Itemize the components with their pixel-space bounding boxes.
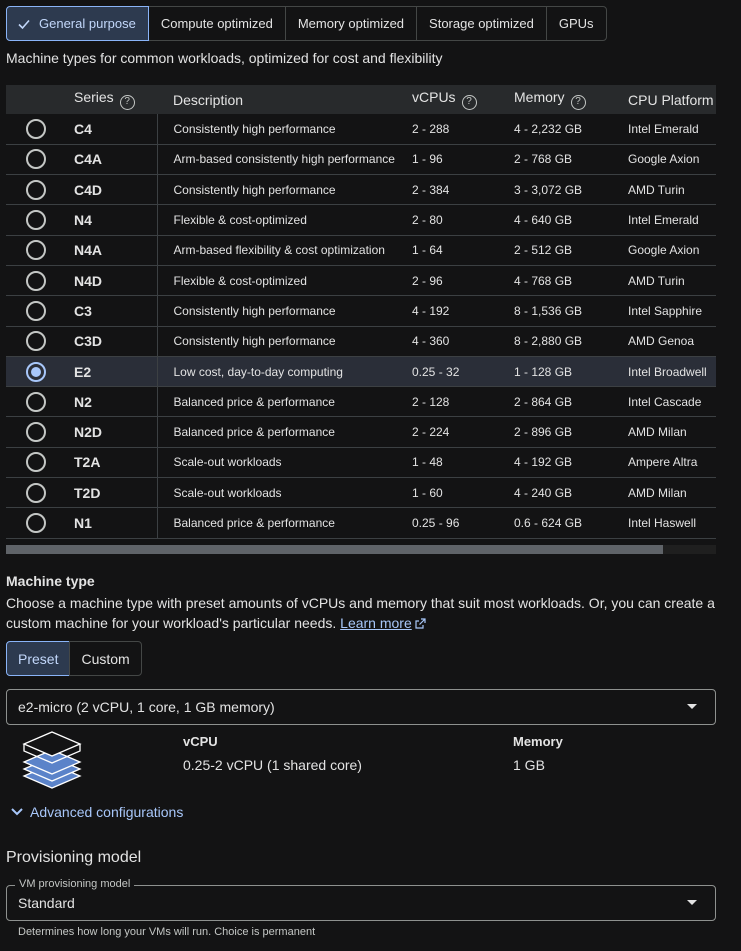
series-radio[interactable] — [26, 331, 46, 351]
table-row[interactable] — [6, 356, 716, 386]
family-description: Machine types for common workloads, optimized for cost and flexibility — [6, 50, 443, 66]
series-table — [6, 85, 716, 555]
series-description: Flexible & cost-optimized — [173, 273, 307, 288]
radio-cell[interactable] — [6, 235, 66, 265]
machine-type-select[interactable] — [6, 689, 716, 725]
series-description: Consistently high performance — [173, 334, 336, 349]
table-row[interactable] — [6, 296, 716, 326]
table-row[interactable] — [6, 447, 716, 477]
series-platform: AMD Genoa — [628, 334, 695, 349]
series-memory: 2 - 768 GB — [514, 152, 573, 167]
series-radio[interactable] — [26, 513, 46, 533]
tab-label: Storage optimized — [429, 16, 534, 31]
radio-cell[interactable] — [6, 387, 66, 417]
table-row[interactable] — [6, 508, 716, 538]
series-name: T2A — [66, 447, 157, 477]
radio-cell[interactable] — [6, 478, 66, 508]
series-name: N4D — [66, 265, 157, 295]
help-icon[interactable]: ? — [120, 95, 135, 110]
series-description: Flexible & cost-optimized — [173, 213, 307, 228]
description-text: Choose a machine type with preset amounts of vCPUs and memory that suit most workloads. Or, you can create a custom machine for your workload's particular needs. — [6, 595, 715, 631]
radio-column-header — [6, 85, 66, 114]
series-radio[interactable] — [26, 210, 46, 230]
series-name: C4D — [66, 175, 157, 205]
series-description: Arm-based consistently high performance — [173, 152, 395, 167]
series-memory: 4 - 768 GB — [514, 273, 573, 288]
series-name: C4 — [66, 114, 157, 144]
series-description: Balanced price & performance — [173, 425, 335, 440]
series-memory: 2 - 864 GB — [514, 394, 573, 409]
series-description: Arm-based flexibility & cost optimization — [173, 243, 385, 258]
radio-cell[interactable] — [6, 447, 66, 477]
scrollbar-thumb[interactable] — [6, 545, 663, 554]
table-row[interactable] — [6, 478, 716, 508]
help-icon[interactable]: ? — [571, 95, 586, 110]
memory-value: 1 GB — [513, 757, 545, 773]
provisioning-title: Provisioning model — [6, 849, 142, 866]
table-row[interactable] — [6, 326, 716, 356]
tab-label: Compute optimized — [160, 16, 273, 31]
series-platform: Google Axion — [628, 243, 700, 258]
column-label: vCPUs — [412, 89, 456, 105]
series-vcpus: 2 - 128 — [412, 394, 450, 409]
series-memory: 4 - 2,232 GB — [514, 121, 583, 136]
series-memory: 4 - 240 GB — [514, 485, 573, 500]
series-memory: 4 - 192 GB — [514, 455, 573, 470]
external-link-icon — [415, 618, 426, 629]
series-vcpus: 2 - 80 — [412, 213, 443, 228]
radio-cell[interactable] — [6, 205, 66, 235]
series-memory: 8 - 1,536 GB — [514, 303, 583, 318]
series-vcpus: 1 - 64 — [412, 243, 443, 258]
series-platform: AMD Turin — [628, 273, 685, 288]
series-vcpus: 4 - 360 — [412, 334, 450, 349]
radio-cell[interactable] — [6, 296, 66, 326]
table-row[interactable] — [6, 265, 716, 295]
series-description: Consistently high performance — [173, 182, 336, 197]
series-memory: 3 - 3,072 GB — [514, 182, 583, 197]
learn-more-link[interactable] — [340, 615, 412, 631]
table-row[interactable] — [6, 387, 716, 417]
radio-cell[interactable] — [6, 326, 66, 356]
link-label: Learn more — [340, 615, 412, 631]
series-radio[interactable] — [26, 452, 46, 472]
series-platform: Intel Haswell — [628, 516, 697, 530]
custom-button[interactable]: Custom — [69, 641, 141, 676]
series-vcpus: 4 - 192 — [412, 303, 450, 318]
machine-family-tabs — [6, 6, 607, 41]
series-vcpus: 2 - 384 — [412, 182, 450, 197]
series-description: Scale-out workloads — [173, 455, 282, 470]
help-icon[interactable]: ? — [462, 95, 477, 110]
series-memory: 0.6 - 624 GB — [514, 516, 583, 530]
series-vcpus: 0.25 - 32 — [412, 364, 460, 379]
tab-memory-optimized[interactable] — [285, 6, 417, 41]
series-name: N2D — [66, 417, 157, 447]
radio-cell[interactable] — [6, 508, 66, 538]
table-row[interactable] — [6, 417, 716, 447]
series-vcpus: 0.25 - 96 — [412, 516, 460, 530]
table-row[interactable] — [6, 114, 716, 144]
table-row[interactable] — [6, 235, 716, 265]
series-vcpus: 2 - 224 — [412, 425, 450, 440]
series-radio[interactable] — [26, 301, 46, 321]
tab-label: Memory optimized — [297, 16, 405, 31]
series-name: N1 — [66, 508, 157, 538]
table-row[interactable] — [6, 175, 716, 205]
series-memory: 1 - 128 GB — [514, 364, 573, 379]
tab-label: GPUs — [558, 16, 594, 31]
tab-label: General purpose — [39, 16, 136, 31]
provisioning-model-select[interactable] — [6, 878, 716, 921]
tab-compute-optimized[interactable] — [148, 6, 286, 41]
memory-column-header[interactable] — [514, 85, 628, 114]
series-name: C3 — [66, 296, 157, 326]
series-platform: Intel Sapphire — [628, 303, 703, 318]
series-vcpus: 1 - 60 — [412, 485, 443, 500]
series-platform: Intel Emerald — [628, 121, 699, 136]
series-vcpus: 2 - 288 — [412, 121, 450, 136]
column-label: Series — [74, 89, 114, 105]
horizontal-scrollbar[interactable] — [6, 545, 716, 554]
radio-cell[interactable] — [6, 265, 66, 295]
series-memory: 2 - 512 GB — [514, 243, 573, 258]
series-description: Consistently high performance — [173, 303, 336, 318]
tab-gpus[interactable] — [546, 6, 607, 41]
tab-storage-optimized[interactable] — [416, 6, 547, 41]
series-radio[interactable] — [26, 180, 46, 200]
series-description: Balanced price & performance — [173, 394, 335, 409]
series-vcpus: 1 - 96 — [412, 152, 443, 167]
series-description: Balanced price & performance — [173, 516, 335, 530]
select-value: e2-micro (2 vCPU, 1 core, 1 GB memory) — [18, 699, 275, 715]
series-platform: Ampere Altra — [628, 455, 698, 470]
series-platform: AMD Milan — [628, 485, 687, 500]
machine-stack-icon — [22, 730, 82, 792]
series-vcpus: 2 - 96 — [412, 273, 443, 288]
dropdown-arrow-icon — [687, 704, 697, 709]
series-radio[interactable] — [26, 362, 46, 382]
series-radio[interactable] — [26, 119, 46, 139]
series-radio[interactable] — [26, 392, 46, 412]
vcpus-column-header[interactable] — [412, 85, 514, 114]
series-description: Low cost, day-to-day computing — [173, 364, 343, 379]
series-memory: 8 - 2,880 GB — [514, 334, 583, 349]
series-platform: Google Axion — [628, 152, 700, 167]
radio-cell[interactable] — [6, 417, 66, 447]
memory-label: Memory — [513, 734, 563, 749]
machine-type-title: Machine type — [6, 573, 95, 589]
dropdown-arrow-icon — [687, 900, 697, 905]
select-value: Standard — [18, 895, 75, 911]
provisioning-hint: Determines how long your VMs will run. Choice is permanent — [18, 926, 316, 938]
series-column-header[interactable] — [66, 85, 157, 114]
series-radio[interactable] — [26, 149, 46, 169]
check-icon — [17, 17, 31, 31]
series-radio[interactable] — [26, 483, 46, 503]
series-memory: 2 - 896 GB — [514, 425, 573, 440]
series-name: C4A — [66, 144, 157, 174]
advanced-label: Advanced configurations — [30, 804, 184, 820]
series-radio[interactable] — [26, 271, 46, 291]
series-platform: AMD Turin — [628, 182, 685, 197]
field-label: VM provisioning model — [15, 878, 134, 890]
tab-general-purpose[interactable] — [6, 6, 149, 41]
preset-button[interactable]: Preset — [6, 641, 70, 676]
table-row[interactable] — [6, 144, 716, 174]
series-platform: Intel Broadwell — [628, 364, 707, 379]
series-description: Consistently high performance — [173, 121, 336, 136]
series-name: N4 — [66, 205, 157, 235]
series-name: N4A — [66, 235, 157, 265]
radio-cell[interactable] — [6, 175, 66, 205]
series-name: E2 — [66, 356, 157, 386]
series-radio[interactable] — [26, 422, 46, 442]
series-description: Scale-out workloads — [173, 485, 282, 500]
radio-cell[interactable] — [6, 114, 66, 144]
series-platform: AMD Milan — [628, 425, 687, 440]
column-label: Memory — [514, 89, 565, 105]
chevron-down-icon — [10, 807, 24, 817]
series-memory: 4 - 640 GB — [514, 213, 573, 228]
machine-type-description — [6, 593, 726, 633]
radio-cell[interactable] — [6, 356, 66, 386]
preset-custom-toggle — [6, 641, 142, 676]
series-name: N2 — [66, 387, 157, 417]
vcpu-value: 0.25-2 vCPU (1 shared core) — [183, 757, 362, 773]
series-name: T2D — [66, 478, 157, 508]
table-row[interactable] — [6, 205, 716, 235]
table-header — [6, 85, 716, 114]
radio-cell[interactable] — [6, 144, 66, 174]
series-vcpus: 1 - 48 — [412, 455, 443, 470]
advanced-configurations-toggle[interactable] — [10, 804, 183, 820]
series-platform: Intel Cascade — [628, 394, 702, 409]
series-platform: Intel Emerald — [628, 213, 699, 228]
description-column-header: Description — [173, 91, 244, 108]
platform-column-header: CPU Platform — [628, 91, 714, 108]
vcpu-label: vCPU — [183, 734, 218, 749]
series-name: C3D — [66, 326, 157, 356]
series-radio[interactable] — [26, 240, 46, 260]
